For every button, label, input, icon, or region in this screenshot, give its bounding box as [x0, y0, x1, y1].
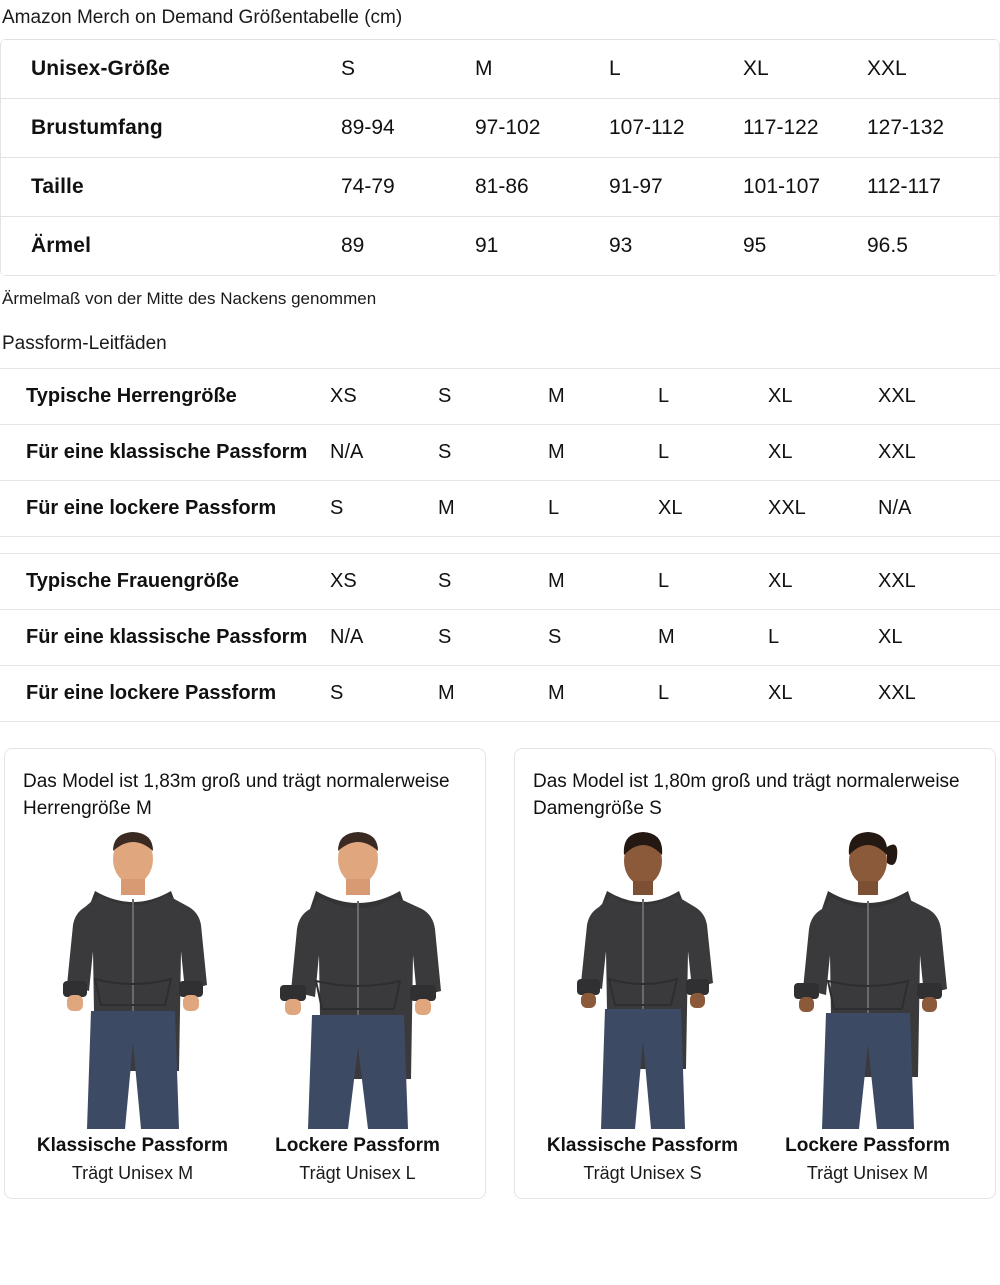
cell: N/A — [330, 610, 438, 666]
figure-classic-fit — [533, 829, 752, 1184]
cell: 97-102 — [475, 98, 609, 157]
table-row — [0, 554, 1000, 610]
row-label: Ärmel — [1, 216, 341, 275]
cell: XL — [658, 481, 768, 537]
figure-row — [23, 829, 467, 1184]
cell: M — [658, 610, 768, 666]
female-model-classic-illustration — [543, 829, 743, 1129]
female-model-relaxed-illustration — [768, 829, 968, 1129]
cell: M — [548, 666, 658, 722]
row-label: Für eine klassische Passform — [0, 610, 330, 666]
cell: XS — [330, 369, 438, 425]
model-cards — [0, 738, 1000, 1199]
cell: S — [438, 425, 548, 481]
cell: L — [658, 554, 768, 610]
figure-classic-fit — [23, 829, 242, 1184]
cell: M — [475, 39, 609, 98]
cell: 81-86 — [475, 157, 609, 216]
cell: 107-112 — [609, 98, 743, 157]
cell: 74-79 — [341, 157, 475, 216]
cell: S — [438, 369, 548, 425]
row-label: Brustumfang — [1, 98, 341, 157]
cell: M — [438, 481, 548, 537]
cell: M — [548, 554, 658, 610]
cell: 91 — [475, 216, 609, 275]
row-label: Unisex-Größe — [1, 39, 341, 98]
row-label: Typische Herrengröße — [0, 369, 330, 425]
cell: M — [548, 425, 658, 481]
cell: 96.5 — [867, 216, 1000, 275]
cell: 89-94 — [341, 98, 475, 157]
size-table-wrapper — [0, 39, 1000, 276]
table-row — [1, 216, 1000, 275]
cell: XL — [878, 610, 1000, 666]
cell: S — [548, 610, 658, 666]
row-label: Für eine lockere Passform — [0, 666, 330, 722]
cell: 117-122 — [743, 98, 867, 157]
figure-relaxed-fit — [758, 829, 977, 1184]
fit-label: Klassische Passform — [546, 1135, 739, 1157]
cell: S — [330, 666, 438, 722]
cell: L — [548, 481, 658, 537]
cell: 95 — [743, 216, 867, 275]
sleeve-measurement-note: Ärmelmaß von der Mitte des Nackens genommen — [2, 288, 377, 308]
cell: 89 — [341, 216, 475, 275]
table-row — [0, 369, 1000, 425]
table-row — [1, 39, 1000, 98]
table-row — [1, 157, 1000, 216]
figure-row — [533, 829, 977, 1184]
wears-label: Trägt Unisex S — [583, 1163, 702, 1184]
cell: 127-132 — [867, 98, 1000, 157]
cell: L — [658, 666, 768, 722]
cell: S — [341, 39, 475, 98]
cell: XXL — [878, 425, 1000, 481]
table-row — [0, 481, 1000, 537]
cell: S — [330, 481, 438, 537]
size-table — [1, 39, 1000, 276]
cell: 93 — [609, 216, 743, 275]
row-label: Typische Frauengröße — [0, 554, 330, 610]
cell: L — [658, 425, 768, 481]
mens-fit-table-wrapper — [0, 368, 1000, 537]
cell: 101-107 — [743, 157, 867, 216]
model-headline: Das Model ist 1,80m groß und trägt normalerweise Damengröße S — [533, 771, 960, 820]
page-title: Amazon Merch on Demand Größentabelle (cm) — [2, 7, 403, 28]
cell: XXL — [768, 481, 878, 537]
womens-fit-table-wrapper — [0, 553, 1000, 722]
table-row — [0, 666, 1000, 722]
fit-label: Lockere Passform — [275, 1135, 440, 1157]
fit-label: Klassische Passform — [36, 1135, 229, 1157]
cell: XL — [768, 369, 878, 425]
row-label: Für eine klassische Passform — [0, 425, 330, 481]
row-label: Für eine lockere Passform — [0, 481, 330, 537]
table-row — [0, 610, 1000, 666]
cell: M — [548, 369, 658, 425]
cell: XL — [768, 666, 878, 722]
wears-label: Trägt Unisex M — [806, 1163, 929, 1184]
womens-fit-table — [0, 553, 1000, 722]
model-card-womens — [514, 748, 996, 1199]
cell: XXL — [878, 666, 1000, 722]
cell: L — [658, 369, 768, 425]
cell: S — [438, 610, 548, 666]
row-label: Taille — [1, 157, 341, 216]
cell: N/A — [330, 425, 438, 481]
cell: XXL — [867, 39, 1000, 98]
cell: N/A — [878, 481, 1000, 537]
model-card-mens — [4, 748, 486, 1199]
cell: S — [438, 554, 548, 610]
cell: XXL — [878, 554, 1000, 610]
cell: L — [609, 39, 743, 98]
male-model-classic-illustration — [33, 829, 233, 1129]
cell: L — [768, 610, 878, 666]
wears-label: Trägt Unisex M — [71, 1163, 194, 1184]
fit-guides-title: Passform-Leitfäden — [2, 332, 167, 354]
male-model-relaxed-illustration — [258, 829, 458, 1129]
cell: XL — [768, 425, 878, 481]
cell: XL — [743, 39, 867, 98]
cell: XXL — [878, 369, 1000, 425]
cell: XS — [330, 554, 438, 610]
wears-label: Trägt Unisex L — [299, 1163, 416, 1184]
mens-fit-table — [0, 368, 1000, 537]
model-headline: Das Model ist 1,83m groß und trägt normalerweise Herrengröße M — [23, 771, 450, 820]
fit-label: Lockere Passform — [785, 1135, 950, 1157]
cell: 91-97 — [609, 157, 743, 216]
figure-relaxed-fit — [248, 829, 467, 1184]
cell: M — [438, 666, 548, 722]
table-row — [0, 425, 1000, 481]
cell: XL — [768, 554, 878, 610]
cell: 112-117 — [867, 157, 1000, 216]
table-row — [1, 98, 1000, 157]
